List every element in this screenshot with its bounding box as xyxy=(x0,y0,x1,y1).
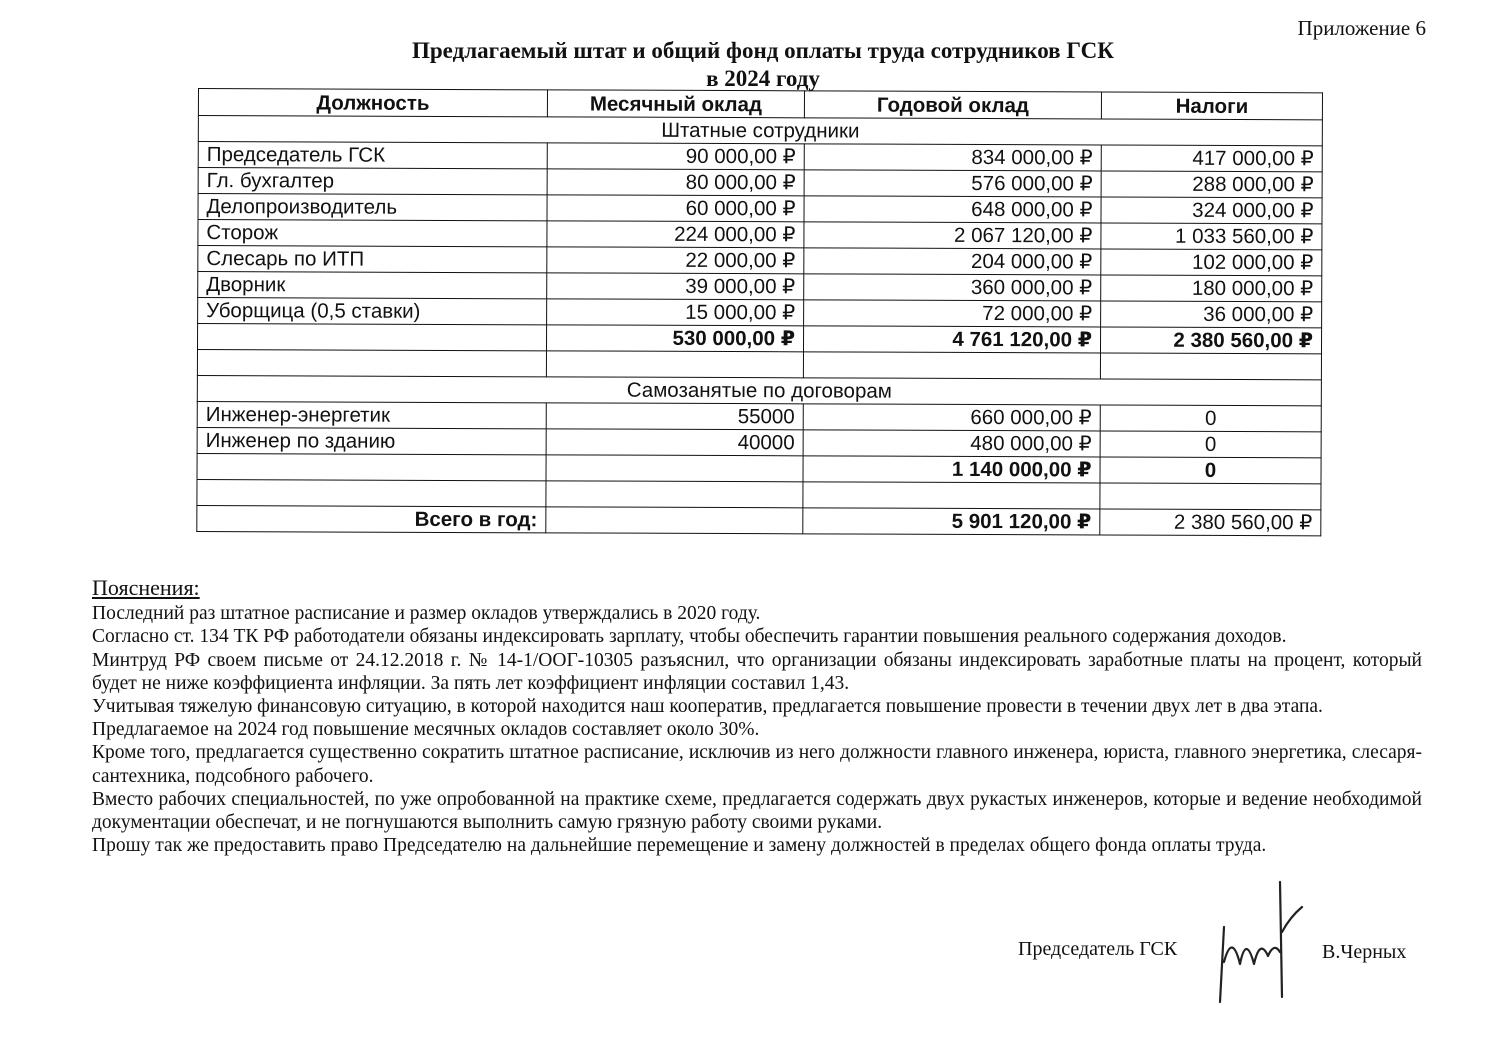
grand-total-row xyxy=(197,505,1321,535)
cell-taxes: 102 000,00 ₽ xyxy=(1101,249,1322,276)
cell-empty xyxy=(546,455,803,482)
cell-position: Инженер по зданию xyxy=(197,427,546,454)
cell-taxes: 417 000,00 ₽ xyxy=(1101,145,1322,172)
salary-table xyxy=(196,88,1323,536)
cell-annual: 648 000,00 ₽ xyxy=(804,196,1101,223)
cell-taxes: 1 033 560,00 ₽ xyxy=(1101,223,1322,250)
document-subtitle-year: в 2024 году xyxy=(706,66,820,91)
cell-empty xyxy=(197,453,546,480)
cell-annual: 2 067 120,00 ₽ xyxy=(804,222,1101,249)
note-paragraph: Учитывая тяжелую финансовую ситуацию, в которой находится наш кооператив, предлагается повышение провести в течении двух лет в два этапа. xyxy=(92,696,1323,718)
column-header-position: Должность xyxy=(198,89,547,117)
table-row xyxy=(198,298,1322,328)
signatory-position: Председатель ГСК xyxy=(1018,938,1178,960)
cell-position: Председатель ГСК xyxy=(198,142,547,169)
cell-empty xyxy=(546,481,803,508)
cell-empty xyxy=(197,324,546,351)
self-employed-total-taxes: 0 xyxy=(1100,457,1321,484)
cell-position: Гл. бухгалтер xyxy=(198,168,547,195)
column-header-monthly: Месячный оклад xyxy=(547,90,804,118)
cell-monthly: 60 000,00 ₽ xyxy=(547,195,804,222)
grand-total-annual: 5 901 120,00 ₽ xyxy=(803,508,1100,535)
note-paragraph: Последний раз штатное расписание и размер окладов утверждались в 2020 году. xyxy=(92,603,761,625)
cell-taxes: 180 000,00 ₽ xyxy=(1101,275,1322,302)
table-row xyxy=(197,401,1321,431)
cell-empty xyxy=(197,350,546,377)
cell-position: Сторож xyxy=(198,220,547,247)
appendix-label: Приложение 6 xyxy=(1297,16,1426,40)
staff-total-taxes: 2 380 560,00 ₽ xyxy=(1100,327,1321,354)
note-paragraph: Кроме того, предлагается существенно сократить штатное расписание, исключив из него должности главного инженера, юриста, главного энергетика, слесаря-сантехника, подсобного рабочего. xyxy=(92,742,1422,787)
self-employed-total-annual: 1 140 000,00 ₽ xyxy=(803,456,1100,483)
grand-total-label: Всего в год: xyxy=(197,505,546,532)
cell-taxes: 0 xyxy=(1100,405,1321,432)
cell-monthly: 40000 xyxy=(546,429,803,456)
notes-section xyxy=(92,576,1422,857)
cell-monthly: 55000 xyxy=(546,403,803,430)
table-row xyxy=(197,427,1321,457)
cell-annual: 834 000,00 ₽ xyxy=(804,144,1101,171)
cell-monthly: 80 000,00 ₽ xyxy=(547,169,804,196)
cell-taxes: 36 000,00 ₽ xyxy=(1101,301,1322,328)
notes-title: Пояснения: xyxy=(92,575,200,600)
table-header-row xyxy=(198,89,1322,120)
grand-total-taxes: 2 380 560,00 ₽ xyxy=(1100,509,1321,536)
section-title-staff: Штатные сотрудники xyxy=(198,116,1322,146)
note-paragraph: Согласно ст. 134 ТК РФ работодатели обязаны индексировать зарплату, чтобы обеспечить гарантии повышения реального содержания доходов. xyxy=(92,626,1287,648)
note-paragraph: Вместо рабочих специальностей, по уже опробованной на практике схеме, предлагается содержать двух рукастых инженеров, которые и ведение необходимой документации обеспечат, и не погнушаются выполнить самую грязную работу своими руками. xyxy=(92,788,1422,834)
column-header-taxes: Налоги xyxy=(1101,92,1322,120)
cell-position: Делопроизводитель xyxy=(198,194,547,221)
column-header-annual: Годовой оклад xyxy=(804,91,1101,119)
cell-empty xyxy=(1100,353,1321,380)
cell-empty xyxy=(197,479,546,506)
cell-position: Инженер-энергетик xyxy=(197,401,546,428)
cell-empty xyxy=(803,352,1100,379)
document-title: Предлагаемый штат и общий фонд оплаты труда сотрудников ГСК xyxy=(412,38,1114,63)
cell-position: Слесарь по ИТП xyxy=(198,246,547,273)
cell-annual: 204 000,00 ₽ xyxy=(804,248,1101,275)
cell-monthly: 22 000,00 ₽ xyxy=(547,247,804,274)
staff-total-monthly: 530 000,00 ₽ xyxy=(546,325,803,352)
table-row xyxy=(198,142,1322,172)
cell-empty xyxy=(1100,483,1321,510)
cell-monthly: 90 000,00 ₽ xyxy=(547,143,804,170)
note-paragraph: Предлагаемое на 2024 год повышение месячных окладов составляет около 30%. xyxy=(92,719,760,741)
staff-total-annual: 4 761 120,00 ₽ xyxy=(803,326,1100,353)
cell-monthly: 39 000,00 ₽ xyxy=(547,273,804,300)
cell-annual: 480 000,00 ₽ xyxy=(803,430,1100,457)
cell-position: Дворник xyxy=(198,272,547,299)
cell-empty xyxy=(546,351,803,378)
cell-annual: 660 000,00 ₽ xyxy=(803,404,1100,431)
table-row xyxy=(198,194,1322,224)
handwritten-signature xyxy=(1210,872,1310,1007)
note-paragraph: Минтруд РФ своем письме от 24.12.2018 г. № 14-1/ООГ-10305 разъяснил, что организации обязаны индексировать заработные платы на процент, который будет не ниже коэффициента инфляции. За пять лет коэффициент инфляции составил 1,43. xyxy=(92,649,1422,694)
cell-annual: 72 000,00 ₽ xyxy=(804,300,1101,327)
section-title-self-employed: Самозанятые по договорам xyxy=(197,375,1321,405)
cell-empty xyxy=(803,482,1100,509)
cell-taxes: 324 000,00 ₽ xyxy=(1101,197,1322,224)
signatory-name: В.Черных xyxy=(1322,941,1407,963)
cell-taxes: 288 000,00 ₽ xyxy=(1101,171,1322,198)
cell-monthly: 224 000,00 ₽ xyxy=(547,221,804,248)
cell-annual: 576 000,00 ₽ xyxy=(804,170,1101,197)
cell-taxes: 0 xyxy=(1100,431,1321,458)
cell-position: Уборщица (0,5 ставки) xyxy=(198,298,547,325)
cell-annual: 360 000,00 ₽ xyxy=(804,274,1101,301)
cell-empty xyxy=(546,507,803,534)
note-paragraph: Прошу так же предоставить право Председателю на дальнейшие перемещение и замену должностей в пределах общего фонда оплаты труда. xyxy=(92,835,1267,857)
cell-monthly: 15 000,00 ₽ xyxy=(547,299,804,326)
